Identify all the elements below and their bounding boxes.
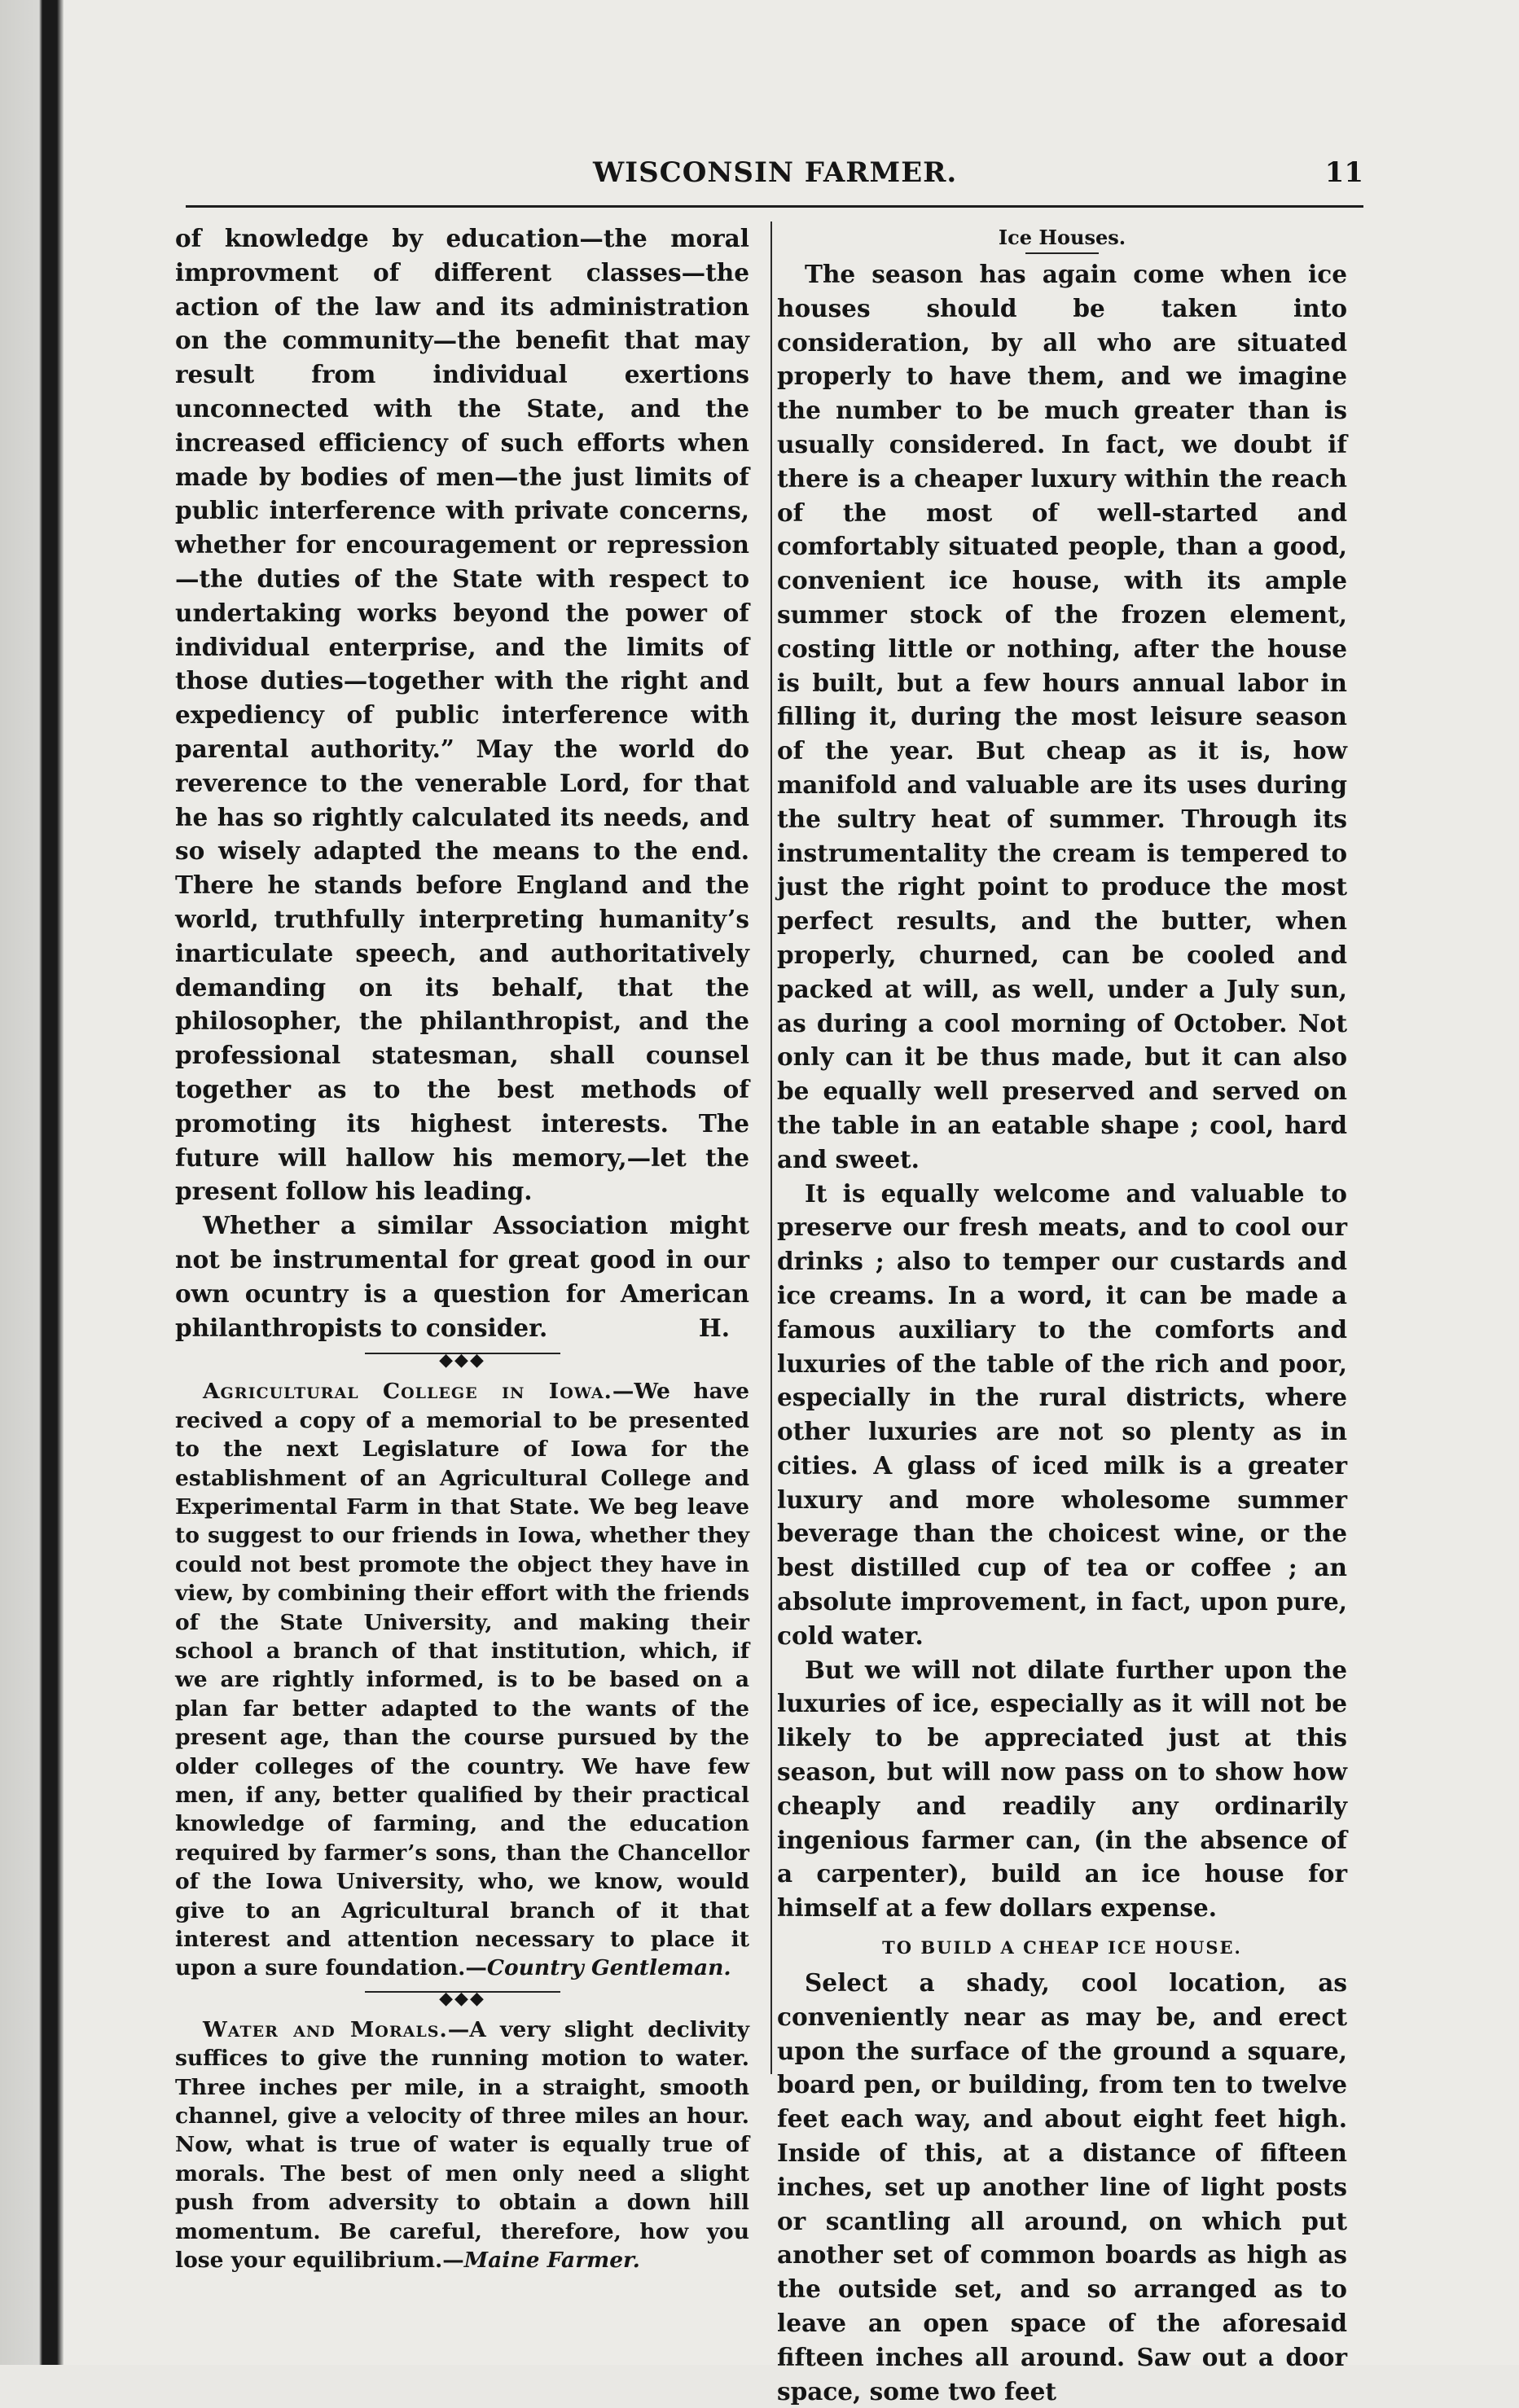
paragraph: It is equally welcome and valuable to preserve our fresh meats, and to cool our drinks ; also to temper our custards and ice creams. In a word, it can be made a famous auxiliary to the comforts and luxuries of the table of the rich and poor, especially in the rural districts, where other luxuries are not so plenty as in cities. A glass of iced milk is a greater luxury and more wholesome summer beverage than the choicest wine, or the best distilled cup of tea or coffee ; an absolute improvement, in fact, upon pure, cold water. <box>777 1178 1347 1650</box>
paragraph: Select a shady, cool location, as conveniently near as may be, and erect upon the surface of the ground a square, board pen, or building, from ten to twelve feet each way, and about eight feet high. Inside of this, at a distance of fifteen inches, set up another line of light posts or scantling all around, on which put another set of common boards as high as the outside set, and so arranged as to leave an open space of the aforesaid fifteen inches all around. Saw out a door space, some two feet <box>777 1968 1347 2406</box>
article-heading: Agricultural College in Iowa. <box>203 1379 612 1405</box>
subheading: TO BUILD A CHEAP ICE HOUSE. <box>882 1937 1242 1958</box>
paragraph: But we will not dilate further upon the luxuries of ice, especially as it will not be likely to be appreciated just at this season, but will now pass on to show how cheaply and readily any ordinarily ingenious farmer can, (in the absence of a carpenter), build an ice house for himself at a few dollars expense. <box>777 1655 1347 1923</box>
article-water-and-morals <box>175 2015 749 2275</box>
article-body: —A very slight declivity suffices to give the running motion to water. Three inches per mile, in a straight, smooth channel, give a velocity of three miles an hour. Now, what is true of water is equally true of morals. The best of men only need a slight push from adversity to obtain a down hill momentum. Be careful, therefore, how you lose your equilibrium.— <box>175 2016 749 2274</box>
source-credit: Maine Farmer. <box>463 2248 640 2274</box>
paragraph <box>175 1208 749 1344</box>
running-title: WISCONSIN FARMER. <box>593 156 958 189</box>
article-agricultural-college <box>175 1377 749 1983</box>
article-body: —We have recived a copy of a memorial to be presented to the next Legislature of Iowa for the establishment of an Agricultural College and Experimental Farm in that State. We beg leave to suggest to our friends in Iowa, whether they could not best promote the object they have in view, by combining their effort with the friends of the State University, and making their school a branch of that institution, which, if we are rightly informed, is to be based on a plan far better adapted to the wants of the present age, than the course pursued by the older colleges of the country. We have few men, if any, better qualified by their practical knowledge of farming, and the education required by farmer’s sons, than the Chancellor of the Iowa University, who, we know, would give to an Agricultural branch of it that interest and attention necessary to place it upon a sure foundation.— <box>175 1379 749 1981</box>
header-rule <box>186 205 1363 208</box>
paragraph: The season has again come when ice houses should be taken into consideration, by all who are situated properly to have them, and we imagine the number to be much greater than is usually considered. In fact, we doubt if there is a cheaper luxury within the reach of the most of well-started and comfortably situated people, than a good, convenient ice house, with its ample summer stock of the frozen element, costing little or nothing, after the house is built, but a few hours annual labor in filling it, during the most leisure season of the year. But cheap as it is, how manifold and valuable are its uses during the sultry heat of summer. Through its instrumentality the cream is tempered to just the right point to produce the most perfect results, and the butter, when properly, churned, can be cooled and packed at will, as well, under a July sun, as during a cool morning of October. Not only can it be thus made, but it can also be equally well preserved and served on the table in an eatable shape ; cool, hard and sweet. <box>777 260 1347 1173</box>
paragraph-text: Whether a similar Association might not be instrumental for great good in our own ocuntry is a question for American philanthropists to consider. <box>175 1211 749 1342</box>
right-column <box>777 222 1347 2408</box>
article-heading: Water and Morals. <box>203 2016 448 2042</box>
author-signature: H. <box>698 1313 730 1342</box>
ornament-divider: ◆◆◆ <box>175 1985 749 2012</box>
book-spine-edge <box>0 0 64 2365</box>
source-credit: Country Gentleman. <box>486 1955 731 1981</box>
ornament-divider: ◆◆◆ <box>175 1346 749 1374</box>
page-header <box>186 156 1363 205</box>
article-title: Ice Houses. <box>998 226 1126 249</box>
column-divider <box>770 222 772 2074</box>
page-number: 11 <box>1324 156 1363 189</box>
left-column <box>175 222 749 2274</box>
paragraph: of knowledge by education—the moral improvment of different classes—the action of the law and its administration on the community—the benefit that may result from individual exertions unconnected with the State, and the increased efficiency of such efforts when made by bodies of men—the just limits of public interference with private concerns, whether for encouragement or repression—the duties of the State with respect to undertaking works beyond the power of individual enterprise, and the limits of those duties—together with the right and expediency of public interference with parental authority.” May the world do reverence to the venerable Lord, for that he has so rightly calculated its needs, and so wisely adapted the means to the end. There he stands before England and the world, truthfully interpreting humanity’s inarticulate speech, and authoritatively demanding on its behalf, that the philosopher, the philanthropist, and the professional statesman, shall counsel together as to the best methods of promoting its highest interests. The future will hallow his memory,—let the present follow his leading. <box>175 224 749 1206</box>
